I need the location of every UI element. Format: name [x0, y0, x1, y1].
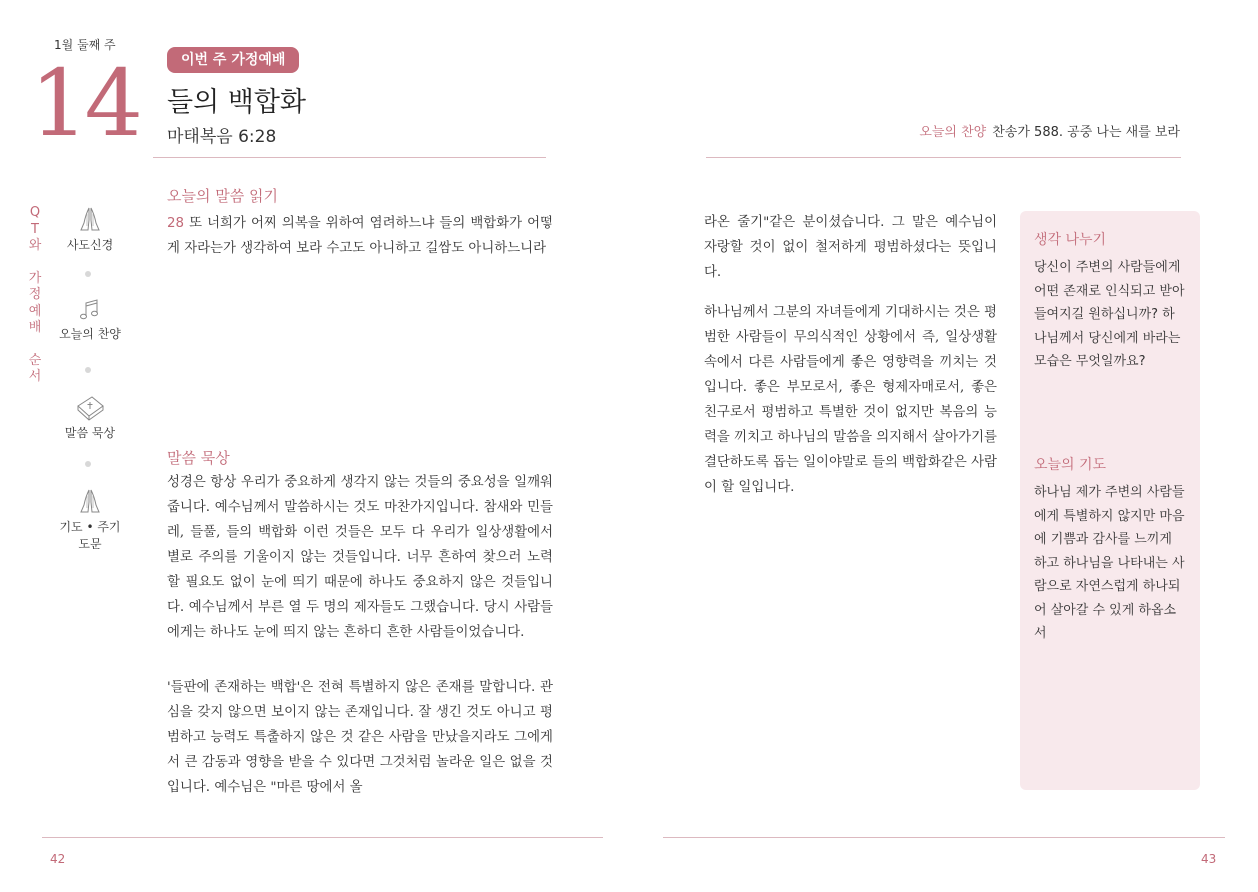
reading-text: [167, 211, 553, 261]
page-number-left: 42: [50, 852, 66, 866]
side-nav-word-meditation: 말씀 묵상: [55, 392, 125, 441]
bible-icon: [74, 392, 106, 422]
todays-hymn: [919, 121, 1180, 140]
nav-dot: [85, 367, 91, 373]
prayer-text: 하나님 제가 주변의 사람들에게 특별하지 않지만 마음에 기쁨과 감사를 느끼게 하고 하나님을 나타내는 사람으로 자연스럽게 하나되어 살아갈 수 있게 하옵소서: [1034, 485, 1185, 641]
share-text: 당신이 주변의 사람들에게 어떤 존재로 인식되고 받아들여지길 원하십니까? 하나님께서 당신에게 바라는 모습은 무엇일까요?: [1034, 260, 1185, 369]
page-title: 들의 백합화: [167, 87, 306, 118]
header-divider-left: [153, 157, 546, 158]
footer-divider-left: [42, 837, 603, 838]
hymn-title: 찬송가 588. 공중 나는 새를 보라: [992, 125, 1180, 140]
side-nav-todays-hymn: 오늘의 찬양: [55, 297, 125, 342]
week-label: 1월 둘째 주: [54, 38, 116, 52]
music-note-icon: [77, 297, 103, 323]
hymn-label: 오늘의 찬양: [919, 125, 987, 140]
badge: 이번 주 가정예배: [167, 47, 299, 73]
footer-divider-right: [663, 837, 1225, 838]
verse-text: 또 너희가 어찌 의복을 위하여 염려하느냐 들의 백합화가 어떻게 자라는가 생각하여 보라 수고도 아니하고 길쌈도 아니하느니라: [167, 216, 553, 256]
prayer-heading: 오늘의 기도: [1034, 457, 1107, 473]
side-nav-apostles-creed: 사도신경: [55, 204, 125, 253]
sidebar-card: [1020, 211, 1200, 790]
meditation-continued-1: 라온 줄기"같은 분이셨습니다. 그 말은 예수님이 자랑할 것이 없이 철저하게 평범하셨다는 뜻입니다.: [704, 215, 997, 280]
scripture-reference: 마태복음 6:28: [167, 127, 277, 147]
reading-heading: 오늘의 말씀 읽기: [167, 187, 278, 205]
nav-dot: [85, 271, 91, 277]
share-heading: 생각 나누기: [1034, 232, 1107, 248]
side-label-vertical: Q T 와 가 정 예 배 순 서: [28, 205, 42, 384]
header-divider-right: [706, 157, 1181, 158]
verse-number: 28: [167, 216, 185, 231]
praying-hands-icon: [75, 204, 105, 234]
meditation-heading: 말씀 묵상: [167, 449, 230, 467]
side-nav-prayer: 기도 • 주기도문: [55, 486, 125, 552]
meditation-paragraph-1: 성경은 항상 우리가 중요하게 생각지 않는 것들의 중요성을 일깨워 줍니다. 예수님께서 말씀하시는 것도 마찬가지입니다. 참새와 민들레, 들풀, 들의 백합화 이런 것들은 모두 다 우리가 일상생활에서 별로 주의를 기울이지 않는 것들입니다. 너무 흔하여 찾으러 노력할 필요도 없이 눈에 띄기 때문에 하나도 중요하지 않은 것들입니다. 예수님께서 부른 열 두 명의 제자들도 그랬습니다. 당시 사람들에게는 하나도 눈에 띄지 않는 흔하디 흔한 사람들이었습니다.: [167, 475, 553, 640]
praying-hands-icon: [75, 486, 105, 516]
meditation-continued-2: 하나님께서 그분의 자녀들에게 기대하시는 것은 평범한 사람들이 무의식적인 상황에서 즉, 일상생활 속에서 다른 사람들에게 좋은 영향력을 끼치는 것입니다. 좋은 부모로서, 좋은 형제자매로서, 좋은 친구로서 평범하고 특별한 것이 없지만 복음의 능력을 끼치고 하나님의 말씀을 의지해서 살아가기를 결단하도록 돕는 일이야말로 들의 백합화같은 사람이 할 일입니다.: [704, 305, 997, 495]
nav-dot: [85, 461, 91, 467]
meditation-paragraph-2: '들판에 존재하는 백합'은 전혀 특별하지 않은 존재를 말합니다. 관심을 갖지 않으면 보이지 않는 존재입니다. 잘 생긴 것도 아니고 평범하고 능력도 특출하지 않은 것 같은 사람을 만났을지라도 그에게서 큰 감동과 영향을 받을 수 있다면 그것처럼 놀라운 일은 없을 것입니다. 예수님은 "마른 땅에서 올: [167, 680, 553, 795]
day-number: 14: [30, 50, 140, 157]
page-number-right: 43: [1201, 852, 1217, 866]
